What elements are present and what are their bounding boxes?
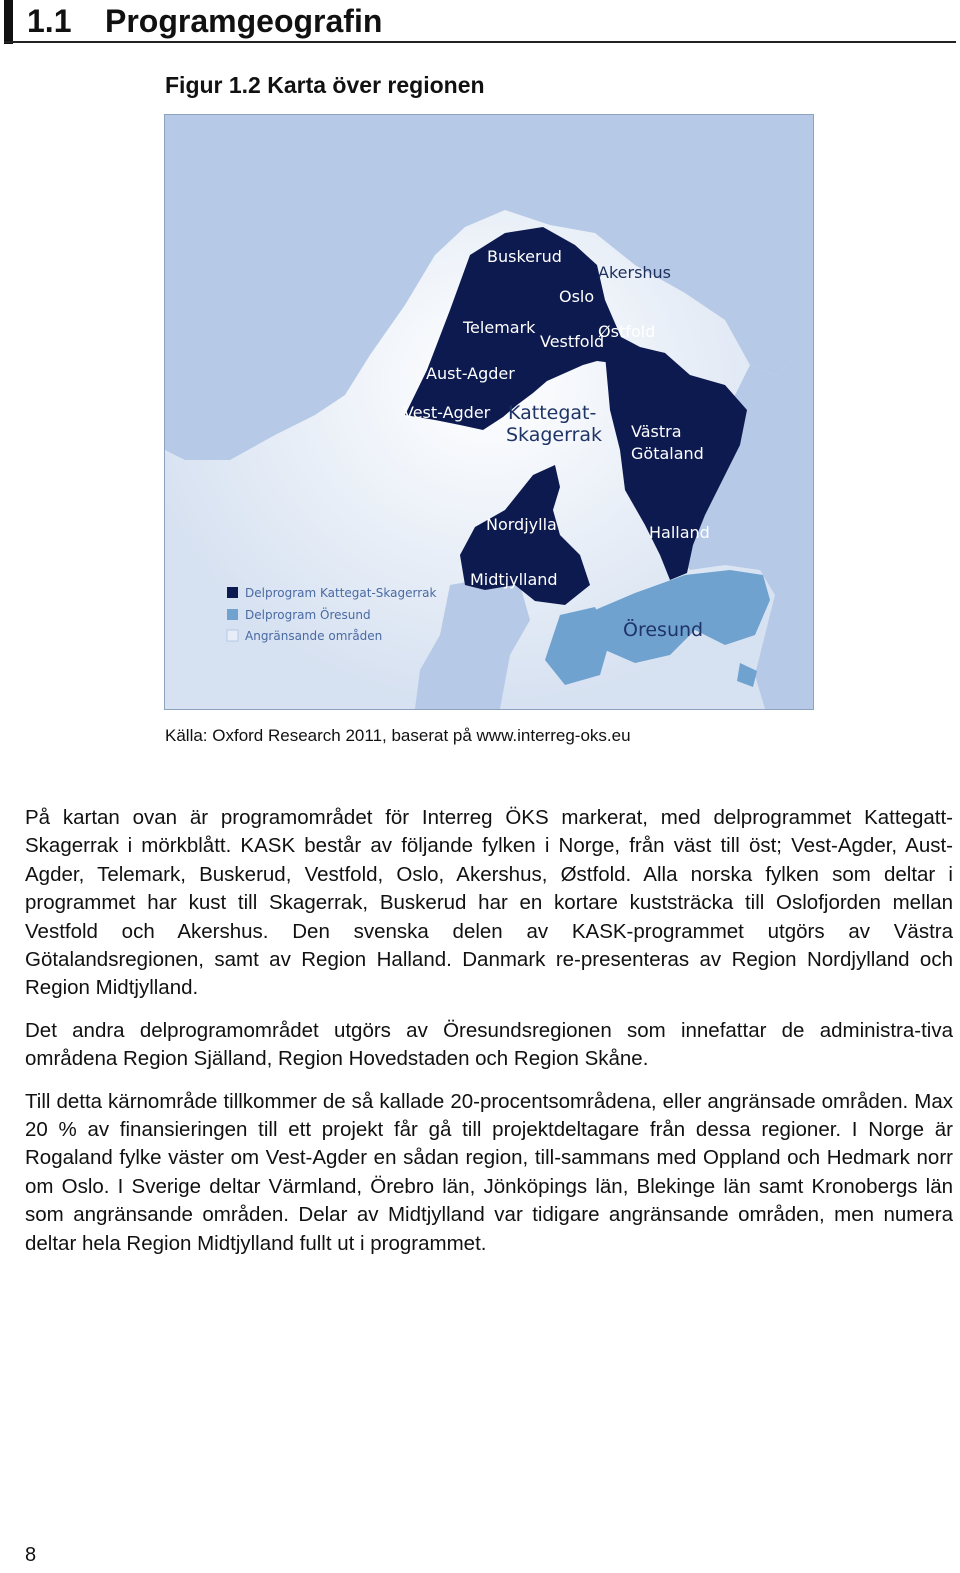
legend-swatch-oresund (227, 609, 238, 620)
map-label-aust-agder: Aust-Agder (426, 364, 515, 383)
map-label-oresund: Öresund (623, 619, 704, 641)
page-number: 8 (25, 1544, 37, 1566)
map-label-telemark: Telemark (463, 318, 536, 337)
section-number: 1.1 (27, 3, 72, 39)
map-label-vastra-line1: Västra (631, 422, 682, 441)
section-header-bar (4, 0, 13, 44)
map-label-ostfold: Østfold (598, 322, 656, 341)
map-label-nordjylland: Nordjylla (486, 515, 557, 534)
paragraph-2: Det andra delprogramområdet utgörs av Öresundsregionen som innefattar de administra-tiva områdena Region Själland, Region Hovedstaden och Region Skåne. (25, 1018, 953, 1071)
map-label-oslo: Oslo (559, 287, 595, 306)
map-label-buskerud: Buskerud (487, 247, 562, 266)
paragraph-3: Till detta kärnområde tillkommer de så kallade 20-procentsområdena, eller angränsade områden. Max 20 % av finansieringen till ett projekt får gå till projektdeltagare från dessa regioner. I Norge är Rogaland fylke väster om Vest-Agder en sådan region, till-sammans med Oppland och Hedmark norr om Oslo. I Sverige deltar Värmland, Örebro län, Jönköpings län, Blekinge län samt Kronobergs län som angränsande områden. Delar av Midtjylland var tidigare angränsande områden, men numera deltar hela Region Midtjylland fullt ut i programmet. (25, 1089, 953, 1255)
map-label-akershus: Akershus (598, 263, 672, 282)
legend-label-kask: Delprogram Kattegat-Skagerrak (245, 586, 437, 600)
map-label-kattegat-line2: Skagerrak (506, 424, 603, 446)
region-map-svg (165, 115, 813, 709)
legend-label-oresund: Delprogram Öresund (245, 608, 371, 622)
region-map (164, 114, 814, 710)
figure-source: Källa: Oxford Research 2011, baserat på www.interreg-oks.eu (165, 726, 631, 745)
section-title: Programgeografin (105, 3, 383, 39)
map-label-vest-agder: Vest-Agder (403, 403, 491, 422)
map-label-halland: Halland (649, 523, 710, 542)
map-label-vastra-line2: Götaland (631, 444, 704, 463)
map-label-kattegat-line1: Kattegat- (508, 402, 597, 424)
map-label-vestfold: Vestfold (540, 332, 605, 351)
map-label-midtjylland: Midtjylland (470, 570, 558, 589)
section-header-rule (4, 41, 956, 43)
legend-swatch-kask (227, 587, 238, 598)
legend-swatch-neighbour (227, 630, 238, 641)
body-text (25, 804, 953, 1272)
figure-caption: Figur 1.2 Karta över regionen (165, 72, 485, 98)
section-header (0, 0, 958, 44)
legend-label-neighbour: Angränsande områden (245, 629, 383, 643)
paragraph-1: På kartan ovan är programområdet för Interreg ÖKS markerat, med delprogrammet Kattegatt-Skagerrak i mörkblått. KASK består av följande fylken i Norge, från väst till öst; Vest-Agder, Aust-Agder, Telemark, Buskerud, Vestfold, Oslo, Akershus, Østfold. Alla norska fylken som deltar i programmet har kust till Skagerrak, Buskerud har en kortare kuststräcka till Oslofjorden mellan Vestfold och Akershus. Den svenska delen av KASK-programmet utgörs av Västra Götalandsregionen, samt av Region Halland. Danmark re-presenteras av Region Nordjylland och Region Midtjylland. (25, 806, 953, 1000)
